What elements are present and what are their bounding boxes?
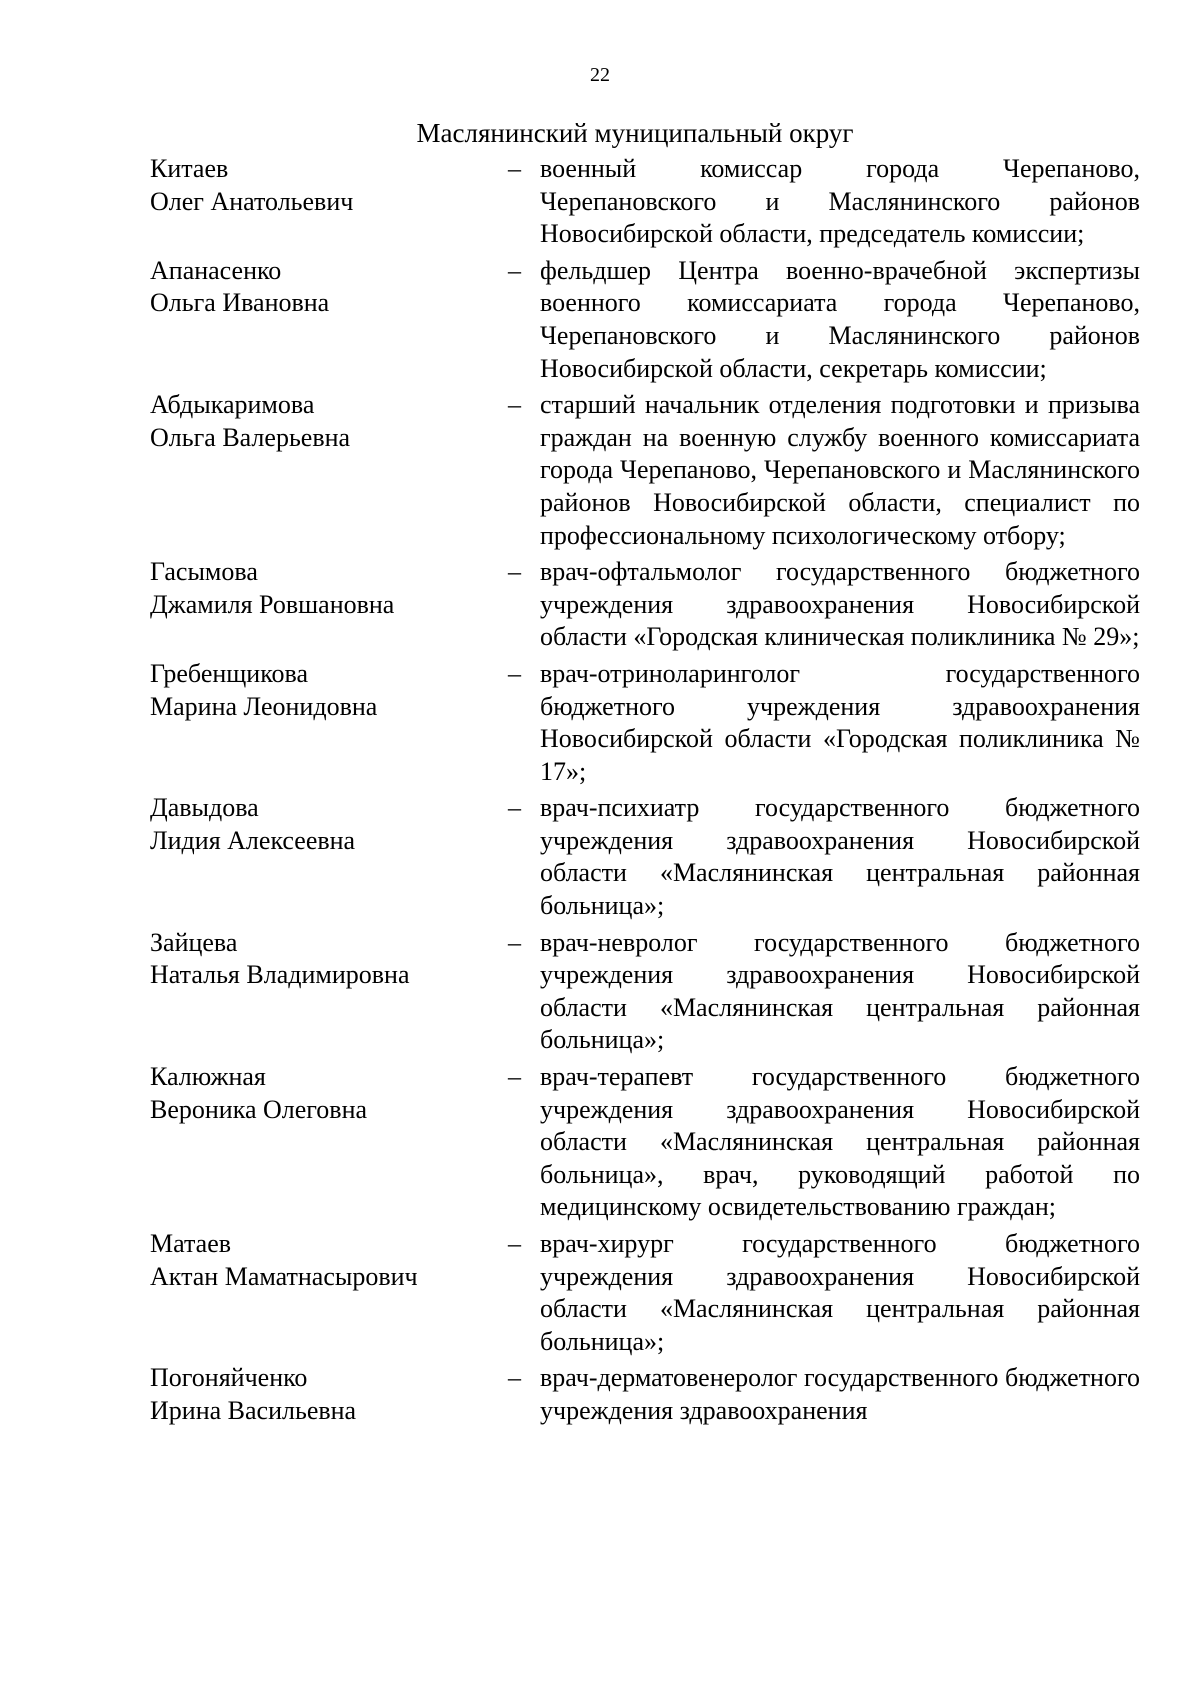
member-full-name	[150, 927, 490, 992]
member-given-names: Актан Маматнасырович	[150, 1261, 418, 1291]
dash-separator: –	[508, 154, 521, 183]
dash-separator: –	[508, 255, 521, 285]
member-entry	[0, 389, 1200, 552]
member-surname: Китаев	[150, 154, 229, 183]
commission-member-list	[0, 153, 1200, 1432]
member-surname: Гребенщикова	[150, 658, 308, 688]
member-entry	[0, 1228, 1200, 1358]
member-full-name	[150, 658, 490, 723]
member-entry	[0, 658, 1200, 788]
member-surname: Калюжная	[150, 1062, 266, 1092]
member-full-name	[150, 792, 490, 857]
member-given-names: Ольга Валерьевна	[150, 422, 351, 452]
member-role: врач-дерматовенеролог государственного бюджетного учреждения здравоохранения	[540, 1363, 1140, 1425]
dash-separator: –	[508, 658, 521, 688]
member-entry	[0, 255, 1200, 385]
member-role: врач-психиатр государственного бюджетного учреждения здравоохранения Новосибирской области «Маслянинская центральная районная больница»;	[540, 793, 1140, 921]
member-given-names: Вероника Олеговна	[150, 1094, 368, 1124]
member-role: старший начальник отделения подготовки и призыва граждан на военную службу военного комиссариата города Черепаново, Черепановского и Маслянинского районов Новосибирской области, специалист по профессиональному психологическому отбору;	[540, 390, 1140, 550]
section-title: Маслянинский муниципальный округ	[416, 118, 854, 148]
member-surname: Погоняйченко	[150, 1363, 308, 1393]
member-entry	[0, 1061, 1200, 1224]
member-surname: Давыдова	[150, 793, 259, 823]
member-full-name	[150, 1061, 490, 1126]
member-entry	[0, 792, 1200, 922]
member-given-names: Марина Леонидовна	[150, 691, 378, 721]
member-full-name	[150, 1362, 490, 1427]
member-surname: Матаев	[150, 1229, 232, 1258]
member-role: фельдшер Центра военно-врачебной экспертизы военного комиссариата города Черепаново, Черепановского и Маслянинского районов Новосибирской области, секретарь комиссии;	[540, 255, 1140, 383]
dash-separator: –	[508, 1229, 521, 1258]
member-role: врач-терапевт государственного бюджетного учреждения здравоохранения Новосибирской области «Маслянинская центральная районная больница», врач, руководящий работой по медицинскому освидетельствованию граждан;	[540, 1062, 1140, 1222]
member-role: врач-офтальмолог государственного бюджетного учреждения здравоохранения Новосибирской области «Городская клиническая поликлиника № 29»;	[540, 557, 1140, 652]
member-given-names: Олег Анатольевич	[150, 186, 354, 216]
dash-separator: –	[508, 390, 521, 420]
member-entry	[0, 153, 1200, 251]
dash-separator: –	[508, 1363, 521, 1393]
member-entry	[0, 556, 1200, 654]
member-full-name	[150, 556, 490, 621]
dash-separator: –	[508, 1062, 521, 1092]
member-full-name	[150, 255, 490, 320]
member-given-names: Ольга Ивановна	[150, 288, 330, 318]
member-role: врач-отриноларинголог государственного бюджетного учреждения здравоохранения Новосибирской области «Городская поликлиника № 17»;	[540, 658, 1140, 786]
member-surname: Зайцева	[150, 927, 238, 957]
member-role: врач-невролог государственного бюджетного учреждения здравоохранения Новосибирской области «Маслянинская центральная районная больница»;	[540, 927, 1140, 1055]
member-full-name	[150, 1228, 490, 1293]
member-full-name	[150, 153, 490, 218]
member-role: врач-хирург государственного бюджетного учреждения здравоохранения Новосибирской области «Маслянинская центральная районная больница»;	[540, 1229, 1140, 1356]
member-given-names: Наталья Владимировна	[150, 960, 410, 990]
dash-separator: –	[508, 557, 521, 587]
member-given-names: Ирина Васильевна	[150, 1395, 357, 1425]
dash-separator: –	[508, 927, 521, 957]
member-surname: Абдыкаримова	[150, 390, 315, 420]
member-given-names: Лидия Алексеевна	[150, 825, 356, 855]
dash-separator: –	[508, 793, 521, 823]
member-entry	[0, 927, 1200, 1057]
member-surname: Апанасенко	[150, 255, 282, 285]
member-role: военный комиссар города Черепаново, Черепановского и Маслянинского районов Новосибирской области, председатель комиссии;	[540, 154, 1140, 249]
member-entry	[0, 1362, 1200, 1427]
page-number: 22	[590, 64, 610, 86]
member-surname: Гасымова	[150, 557, 258, 587]
member-full-name	[150, 389, 490, 454]
member-given-names: Джамиля Ровшановна	[150, 589, 395, 619]
